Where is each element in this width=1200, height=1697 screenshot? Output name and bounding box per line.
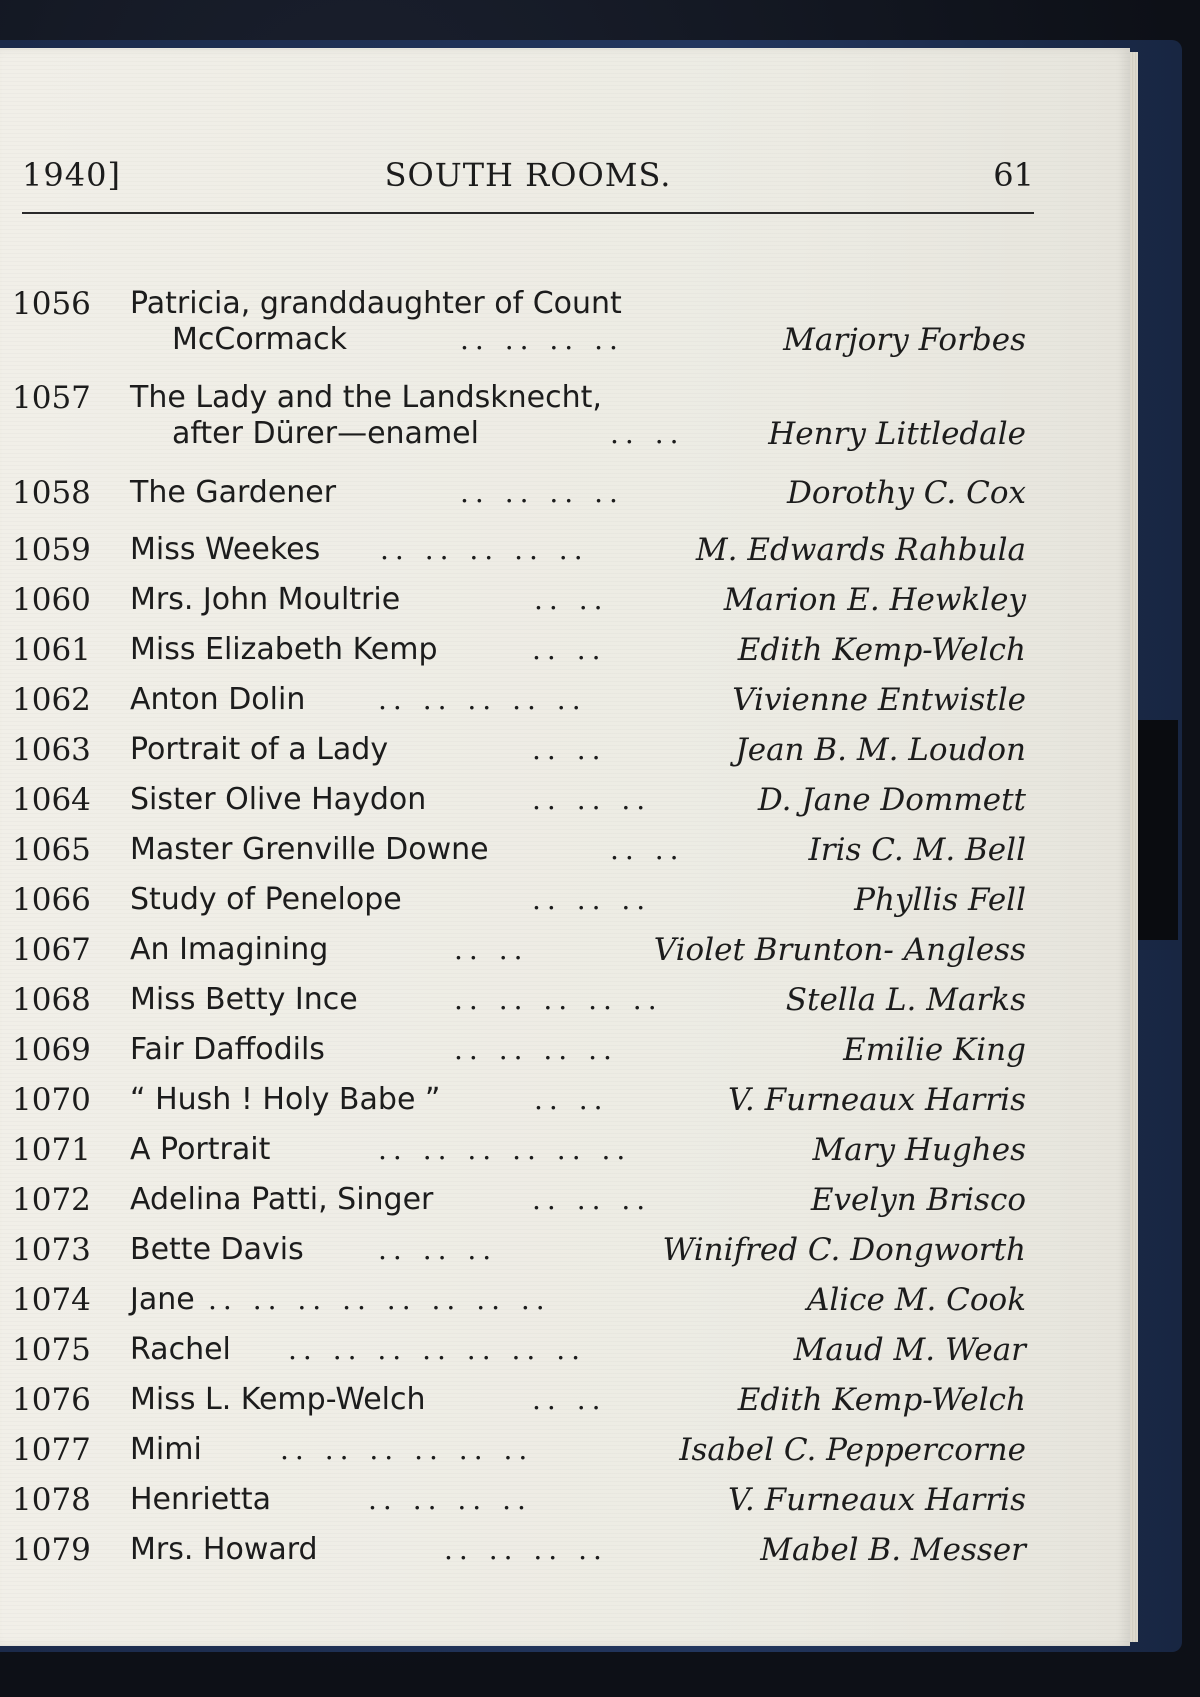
entry-number: 1059 (12, 532, 91, 568)
entry-number: 1070 (12, 1082, 91, 1118)
entry-number: 1076 (12, 1382, 91, 1418)
entry-number: 1064 (12, 782, 91, 818)
leader-dots: .. .. .. .. (444, 1533, 608, 1566)
entry-artist: Dorothy C. Cox (787, 475, 1026, 511)
leader-dots: .. .. .. .. .. (454, 983, 663, 1016)
header-rule (22, 212, 1034, 214)
leader-dots: .. .. (532, 1383, 607, 1416)
cover-notch (1138, 720, 1178, 940)
leader-dots: .. .. .. .. .. .. (280, 1433, 534, 1466)
entry-title: “ Hush ! Holy Babe ” (130, 1082, 441, 1117)
entry-artist: Jean B. M. Loudon (735, 732, 1026, 768)
entry-artist: Mary Hughes (812, 1132, 1026, 1168)
entry-artist: Marjory Forbes (783, 322, 1026, 358)
leader-dots: .. .. .. .. .. .. .. (288, 1333, 587, 1366)
entry-number: 1058 (12, 475, 91, 511)
leader-dots: .. .. .. (532, 883, 652, 916)
entry-number: 1062 (12, 682, 91, 718)
entry-number: 1061 (12, 632, 91, 668)
entry-title: An Imagining (130, 932, 329, 967)
entry-title: Miss Elizabeth Kemp (130, 632, 438, 667)
entry-number: 1056 (12, 286, 91, 322)
entry-artist: V. Furneaux Harris (727, 1082, 1026, 1118)
entry-title: Adelina Patti, Singer (130, 1182, 434, 1217)
entry-title: The Lady and the Landsknecht, (130, 380, 602, 415)
leader-dots: .. .. .. .. (454, 1033, 618, 1066)
leader-dots: .. .. (532, 733, 607, 766)
leader-dots: .. .. (532, 633, 607, 666)
entry-artist: M. Edwards Rahbula (695, 532, 1026, 568)
entry-artist: Vivienne Entwistle (732, 682, 1026, 718)
entry-title: Fair Daffodils (130, 1032, 325, 1067)
entry-title: Portrait of a Lady (130, 732, 389, 767)
entry-number: 1077 (12, 1432, 91, 1468)
catalogue-list (12, 228, 1032, 1568)
year-marker: 1940] (22, 156, 121, 194)
entry-number: 1078 (12, 1482, 91, 1518)
leader-dots: .. .. .. .. .. (378, 683, 587, 716)
leader-dots: .. .. (534, 1083, 609, 1116)
entry-title: Mrs. Howard (130, 1532, 318, 1567)
entry-artist: V. Furneaux Harris (727, 1482, 1026, 1518)
entry-number: 1063 (12, 732, 91, 768)
entry-title: Jane (130, 1282, 195, 1317)
entry-title-continued: McCormack (172, 322, 347, 357)
entry-number: 1065 (12, 832, 91, 868)
entry-artist: Violet Brunton- Angless (653, 932, 1026, 968)
entry-title: Miss Betty Ince (130, 982, 358, 1017)
entry-artist: Isabel C. Peppercorne (679, 1432, 1026, 1468)
entry-title: Miss Weekes (130, 532, 321, 567)
entry-number: 1067 (12, 932, 91, 968)
entry-artist: Winifred C. Dongworth (662, 1232, 1026, 1268)
entry-artist: Phyllis Fell (854, 882, 1026, 918)
entry-number: 1072 (12, 1182, 91, 1218)
entry-title: Patricia, granddaughter of Count (130, 286, 622, 321)
entry-title: Anton Dolin (130, 682, 306, 717)
entry-title: Master Grenville Downe (130, 832, 489, 867)
leader-dots: .. .. (454, 933, 529, 966)
entry-artist: Emilie King (843, 1032, 1026, 1068)
entry-number: 1073 (12, 1232, 91, 1268)
page-number: 61 (993, 156, 1034, 194)
section-title: SOUTH ROOMS. (384, 156, 672, 194)
entry-title: Mimi (130, 1432, 202, 1467)
entry-artist: Marion E. Hewkley (723, 582, 1026, 618)
entry-number: 1071 (12, 1132, 91, 1168)
entry-artist: Stella L. Marks (785, 982, 1026, 1018)
entry-title: Mrs. John Moultrie (130, 582, 401, 617)
entry-title: Miss L. Kemp-Welch (130, 1382, 426, 1417)
entry-artist: Edith Kemp-Welch (737, 1382, 1026, 1418)
leader-dots: .. .. .. (532, 783, 652, 816)
leader-dots: .. .. .. .. (368, 1483, 532, 1516)
entry-number: 1066 (12, 882, 91, 918)
leader-dots: .. .. .. .. .. .. (378, 1133, 632, 1166)
leader-dots: .. .. .. (378, 1233, 498, 1266)
entry-artist: Alice M. Cook (806, 1282, 1026, 1318)
entry-artist: Evelyn Brisco (810, 1182, 1026, 1218)
entry-number: 1074 (12, 1282, 91, 1318)
leader-dots: .. .. .. (532, 1183, 652, 1216)
leader-dots: .. .. .. .. .. (380, 533, 589, 566)
leader-dots: .. .. .. .. .. .. .. .. (208, 1283, 551, 1316)
entry-title: The Gardener (130, 475, 337, 510)
entry-title: Henrietta (130, 1482, 272, 1517)
leader-dots: .. .. (610, 833, 685, 866)
entry-number: 1057 (12, 380, 91, 416)
entry-title: Bette Davis (130, 1232, 304, 1267)
leader-dots: .. .. (610, 417, 685, 450)
entry-number: 1069 (12, 1032, 91, 1068)
running-head (22, 156, 1034, 196)
leader-dots: .. .. .. .. (460, 476, 624, 509)
catalogue-page (0, 48, 1130, 1646)
entry-artist: Iris C. M. Bell (808, 832, 1026, 868)
entry-number: 1060 (12, 582, 91, 618)
entry-title: Rachel (130, 1332, 231, 1367)
entry-title-continued: after Dürer—enamel (172, 416, 479, 451)
entry-artist: Henry Littledale (768, 416, 1026, 452)
entry-number: 1079 (12, 1532, 91, 1568)
entry-artist: Mabel B. Messer (760, 1532, 1026, 1568)
leader-dots: .. .. (534, 583, 609, 616)
entry-number: 1075 (12, 1332, 91, 1368)
entry-artist: Maud M. Wear (793, 1332, 1026, 1368)
entry-number: 1068 (12, 982, 91, 1018)
entry-title: Study of Penelope (130, 882, 402, 917)
entry-title: A Portrait (130, 1132, 271, 1167)
entry-title: Sister Olive Haydon (130, 782, 427, 817)
leader-dots: .. .. .. .. (460, 323, 624, 356)
entry-artist: Edith Kemp-Welch (737, 632, 1026, 668)
entry-artist: D. Jane Dommett (757, 782, 1026, 818)
